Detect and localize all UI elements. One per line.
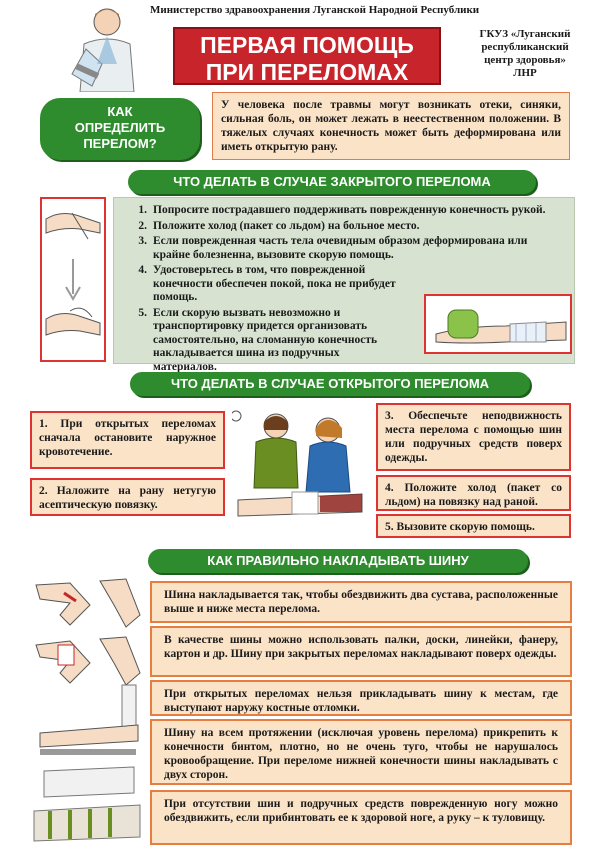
closed-fracture-heading: ЧТО ДЕЛАТЬ В СЛУЧАЕ ЗАКРЫТОГО ПЕРЕЛОМА xyxy=(128,170,536,194)
splint-paragraph-5: При отсутствии шин и подручных средств поврежденную ногу можно обездвижить, если прибинтовать ее к здоровой ноге, а руку – к туловищу. xyxy=(150,790,572,845)
ministry-label: Министерство здравоохранения Луганской Народной Республики xyxy=(150,4,480,16)
step-text: Положите холод (пакет со льдом) на больное место. xyxy=(153,219,420,232)
howto-line-1: КАК xyxy=(107,104,133,119)
step-number: 5. xyxy=(138,306,147,319)
step-number: 2. xyxy=(138,219,147,232)
howto-line-3: ПЕРЕЛОМ? xyxy=(83,136,157,151)
splint-paragraph-2: В качестве шины можно использовать палки, доски, линейки, фанеру, картон и др. Шину при закрытых переломах накладывают поверх одежды. xyxy=(150,626,572,677)
page-title xyxy=(173,27,441,85)
splint-paragraph-4: Шину на всем протяжении (исключая уровень перелома) прикрепить к конечности бинтом, плотно, но не очень туго, чтобы не нарушалось кровообращение. При переломе нижней конечности шины накладывать с двух сторон. xyxy=(150,719,572,785)
step-number: 4. xyxy=(138,264,147,276)
howto-line-2: ОПРЕДЕЛИТЬ xyxy=(74,120,166,135)
step-text: Попросите пострадавшего поддерживать поврежденную конечность рукой. xyxy=(153,204,546,216)
first-aid-scene-illustration xyxy=(232,408,370,526)
open-step-5: 5. Вызовите скорую помощь. xyxy=(376,514,571,538)
list-item xyxy=(125,204,565,218)
doctor-illustration xyxy=(62,4,152,92)
step-text: Удостоверьтесь в том, что поврежденной конечности обеспечен покой, пока не прибудет помощь. xyxy=(153,264,396,303)
step-text: Если скорую вызвать невозможно и транспортировку придется организовать самостоятельно, на сломанную конечность накладывается шина из подручных материалов. xyxy=(153,306,378,373)
title-line-2: ПРИ ПЕРЕЛОМАХ xyxy=(205,59,409,85)
open-step-3: 3. Обеспечьте неподвижность места перелома с помощью шин или подручных средств поверх одежды. xyxy=(376,403,571,471)
open-step-2: 2. Наложите на рану нетугую асептическую повязку. xyxy=(30,478,225,516)
organization-label xyxy=(470,28,580,80)
org-line-4: ЛНР xyxy=(513,67,537,79)
org-line-1: ГКУЗ «Луганский xyxy=(479,28,571,40)
ice-pack-arm-illustration xyxy=(424,294,572,354)
splint-illustrations xyxy=(30,575,145,845)
splint-heading: КАК ПРАВИЛЬНО НАКЛАДЫВАТЬ ШИНУ xyxy=(148,549,528,573)
open-step-4: 4. Положите холод (пакет со льдом) на повязку над раной. xyxy=(376,475,571,511)
symptoms-text: У человека после травмы могут возникать отеки, синяки, сильная боль, он может лежать в неестественном положении. В тяжелых случаях конечность может быть деформирована или иметь открытую рану. xyxy=(212,92,570,160)
how-to-detect-banner xyxy=(40,98,200,160)
open-fracture-heading: ЧТО ДЕЛАТЬ В СЛУЧАЕ ОТКРЫТОГО ПЕРЕЛОМА xyxy=(130,372,530,396)
org-line-2: республиканский xyxy=(481,41,569,53)
step-number: 3. xyxy=(138,235,147,247)
title-line-1: ПЕРВАЯ ПОМОЩЬ xyxy=(200,32,414,58)
step-number: 1. xyxy=(138,204,147,216)
open-step-1: 1. При открытых переломах сначала остановите наружное кровотечение. xyxy=(30,411,225,469)
step-text: Если поврежденная часть тела очевидным образом деформирована или крайне болезненна, вызовите скорую помощь. xyxy=(153,235,528,261)
arm-support-illustration xyxy=(40,197,106,362)
list-item xyxy=(125,220,565,234)
splint-paragraph-3: При открытых переломах нельзя прикладывать шину к местам, где выступают наружу костные отломки. xyxy=(150,680,572,716)
org-line-3: центр здоровья» xyxy=(484,54,566,66)
splint-paragraph-1: Шина накладывается так, чтобы обездвижить два сустава, расположенные выше и ниже места перелома. xyxy=(150,581,572,623)
list-item xyxy=(125,235,565,262)
